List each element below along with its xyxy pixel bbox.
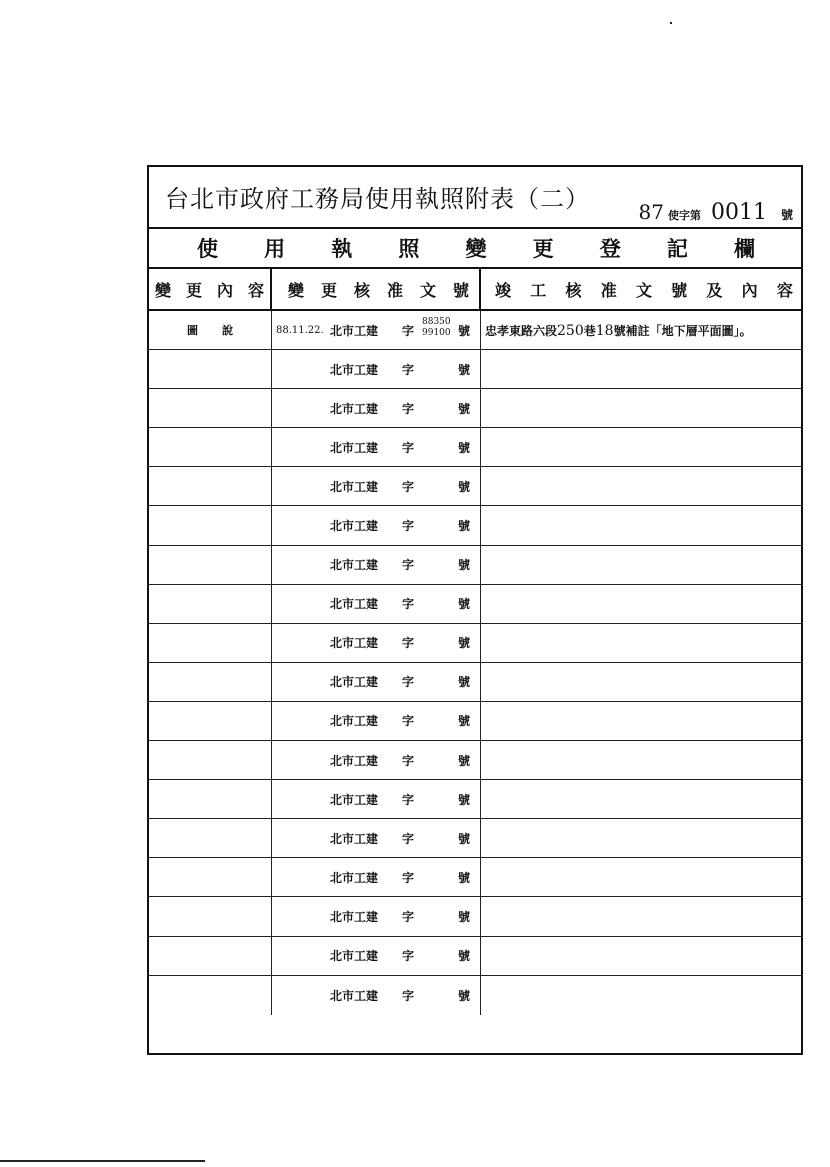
approval-office: 北市工建 [330, 323, 379, 338]
table-row [149, 858, 801, 897]
header-char: 容 [247, 280, 264, 300]
approval-zi: 字 [402, 792, 415, 807]
header-char: 更 [320, 280, 337, 300]
approval-office: 北市工建 [330, 909, 379, 924]
approval-zi: 字 [402, 753, 415, 768]
approval-office: 北市工建 [330, 831, 379, 846]
completion-doc-cell [481, 350, 801, 388]
approval-zi: 字 [402, 479, 415, 494]
approval-zi: 字 [402, 558, 415, 573]
table-row [149, 663, 801, 702]
section-heading-char: 變 [465, 236, 487, 261]
approval-hao: 號 [458, 440, 471, 455]
table-row [149, 819, 801, 858]
completion-doc-cell [481, 624, 801, 662]
approval-zi: 字 [402, 909, 415, 924]
approval-zi: 字 [402, 831, 415, 846]
table-row [149, 506, 801, 545]
change-content-cell [149, 897, 272, 935]
approval-doc-cell [272, 546, 481, 584]
header-char: 變 [288, 280, 305, 300]
header-char: 准 [600, 280, 617, 300]
change-content-cell [149, 976, 272, 1015]
table-row [149, 428, 801, 467]
approval-office: 北市工建 [330, 792, 379, 807]
approval-doc-cell [272, 585, 481, 623]
table-row [149, 624, 801, 663]
completion-mid: 巷 [583, 323, 596, 338]
table-row [149, 467, 801, 506]
approval-doc-cell [272, 819, 481, 857]
approval-zi: 字 [402, 401, 415, 416]
section-heading-char: 使 [197, 236, 218, 261]
completion-doc-cell [481, 467, 801, 505]
permit-type: 使字第 [667, 209, 701, 222]
approval-zi: 字 [402, 597, 415, 612]
header-char: 容 [776, 280, 793, 300]
approval-zi: 字 [402, 675, 415, 690]
approval-office: 北市工建 [330, 362, 379, 377]
section-heading-char: 登 [599, 236, 621, 261]
completion-pre: 忠孝東路六段 [485, 323, 558, 338]
completion-doc-cell [481, 311, 801, 349]
completion-num1: 250 [557, 322, 584, 339]
approval-office: 北市工建 [330, 401, 379, 416]
approval-office: 北市工建 [330, 714, 379, 729]
approval-zi: 字 [402, 714, 415, 729]
change-content-cell [149, 819, 272, 857]
section-heading [149, 229, 801, 269]
approval-office: 北市工建 [330, 675, 379, 690]
section-heading-char: 照 [398, 236, 420, 261]
approval-hao: 號 [458, 909, 471, 924]
approval-zi: 字 [402, 988, 415, 1003]
approval-doc-cell [272, 428, 481, 466]
approval-office: 北市工建 [330, 558, 379, 573]
column-header-change-content [149, 269, 272, 309]
permit-attachment-form [147, 165, 803, 1055]
section-heading-char: 更 [532, 236, 554, 261]
approval-hao: 號 [458, 636, 471, 651]
approval-hao: 號 [458, 323, 471, 338]
approval-hao: 號 [458, 949, 471, 964]
approval-number-line1: 88350 [422, 317, 451, 327]
table-row [149, 976, 801, 1015]
approval-office: 北市工建 [330, 988, 379, 1003]
completion-doc-cell [481, 937, 801, 975]
table-row [149, 897, 801, 936]
approval-hao: 號 [458, 714, 471, 729]
approval-doc-cell [272, 741, 481, 779]
approval-hao: 號 [458, 792, 471, 807]
approval-office: 北市工建 [330, 597, 379, 612]
approval-zi: 字 [402, 636, 415, 651]
approval-hao: 號 [458, 831, 471, 846]
header-char: 文 [635, 280, 652, 300]
completion-doc-cell [481, 506, 801, 544]
completion-doc-cell [481, 663, 801, 701]
header-char: 文 [419, 280, 436, 300]
completion-doc-cell [481, 858, 801, 896]
approval-zi: 字 [402, 440, 415, 455]
completion-doc-cell [481, 976, 801, 1015]
permit-number: 0011 [710, 200, 767, 225]
change-content-cell [149, 546, 272, 584]
approval-doc-cell [272, 311, 481, 349]
approval-doc-cell [272, 389, 481, 427]
approval-doc-cell [272, 663, 481, 701]
approval-office: 北市工建 [330, 949, 379, 964]
approval-date: 88.11.22. [276, 324, 324, 336]
approval-doc-cell [272, 937, 481, 975]
header-char: 變 [155, 280, 172, 300]
permit-number-block [639, 200, 793, 225]
approval-hao: 號 [458, 870, 471, 885]
table-row [149, 311, 801, 350]
approval-hao: 號 [458, 519, 471, 534]
approval-zi: 字 [402, 870, 415, 885]
approval-doc-cell [272, 702, 481, 740]
change-content-cell [149, 506, 272, 544]
approval-office: 北市工建 [330, 636, 379, 651]
change-content-cell [149, 741, 272, 779]
header-char: 核 [565, 280, 582, 300]
approval-hao: 號 [458, 479, 471, 494]
approval-zi: 字 [402, 323, 415, 338]
approval-hao: 號 [458, 362, 471, 377]
approval-hao: 號 [458, 753, 471, 768]
header-char: 更 [185, 280, 202, 300]
completion-doc-cell [481, 897, 801, 935]
table-row [149, 546, 801, 585]
section-heading-char: 用 [264, 236, 286, 261]
section-heading-char: 欄 [734, 236, 755, 261]
approval-office: 北市工建 [330, 870, 379, 885]
change-content-cell [149, 937, 272, 975]
change-content-cell [149, 428, 272, 466]
registration-rows [149, 311, 801, 1015]
change-content-text: 圖說 [187, 324, 257, 338]
change-content-cell [149, 311, 272, 349]
approval-doc-cell [272, 467, 481, 505]
header-char: 及 [706, 280, 723, 300]
approval-number-line2: 99100 [422, 328, 451, 338]
approval-hao: 號 [458, 675, 471, 690]
completion-num2: 18 [595, 322, 614, 339]
completion-doc-cell [481, 546, 801, 584]
table-row [149, 389, 801, 428]
header-char: 竣 [495, 280, 512, 300]
column-header-approval-doc-no [272, 269, 481, 309]
header-char: 號 [452, 280, 469, 300]
header-char: 內 [216, 280, 233, 300]
completion-doc-cell [481, 585, 801, 623]
approval-office: 北市工建 [330, 440, 379, 455]
approval-doc-cell [272, 624, 481, 662]
approval-doc-cell [272, 350, 481, 388]
approval-doc-cell [272, 897, 481, 935]
approval-hao: 號 [458, 401, 471, 416]
change-content-cell [149, 858, 272, 896]
completion-doc-cell [481, 389, 801, 427]
completion-text [485, 322, 752, 339]
form-title: 台北市政府工務局使用執照附表（二） [165, 185, 590, 213]
section-heading-char: 記 [666, 236, 688, 261]
completion-post: 號補註「地下層平面圖」。 [613, 323, 752, 338]
change-content-cell [149, 702, 272, 740]
table-row [149, 780, 801, 819]
header-char: 准 [386, 280, 403, 300]
approval-doc-cell [272, 858, 481, 896]
change-content-cell [149, 624, 272, 662]
title-row [149, 167, 801, 229]
completion-doc-cell [481, 780, 801, 818]
header-char: 號 [671, 280, 688, 300]
change-content-cell [149, 389, 272, 427]
approval-doc-cell [272, 780, 481, 818]
approval-zi: 字 [402, 949, 415, 964]
change-content-cell [149, 350, 272, 388]
approval-office: 北市工建 [330, 479, 379, 494]
approval-zi: 字 [402, 519, 415, 534]
approval-number-stack [422, 317, 451, 339]
permit-suffix: 號 [780, 208, 793, 222]
section-heading-char: 執 [331, 236, 353, 261]
approval-office: 北市工建 [330, 753, 379, 768]
change-content-cell [149, 780, 272, 818]
scan-bottom-line [0, 1160, 205, 1162]
completion-doc-cell [481, 741, 801, 779]
table-row [149, 702, 801, 741]
table-row [149, 585, 801, 624]
approval-doc-cell [272, 506, 481, 544]
header-char: 核 [353, 280, 370, 300]
scan-dot [670, 22, 672, 24]
completion-doc-cell [481, 428, 801, 466]
approval-zi: 字 [402, 362, 415, 377]
change-content-cell [149, 663, 272, 701]
column-header-row [149, 269, 801, 311]
approval-office: 北市工建 [330, 519, 379, 534]
permit-year: 87 [638, 200, 664, 224]
change-content-cell [149, 585, 272, 623]
completion-doc-cell [481, 702, 801, 740]
table-row [149, 350, 801, 389]
approval-doc-cell [272, 976, 481, 1015]
approval-hao: 號 [458, 558, 471, 573]
completion-doc-cell [481, 819, 801, 857]
approval-hao: 號 [458, 597, 471, 612]
table-row [149, 741, 801, 780]
table-row [149, 937, 801, 976]
header-char: 工 [530, 280, 547, 300]
change-content-cell [149, 467, 272, 505]
approval-hao: 號 [458, 988, 471, 1003]
header-char: 內 [741, 280, 758, 300]
column-header-completion-doc [481, 269, 801, 309]
